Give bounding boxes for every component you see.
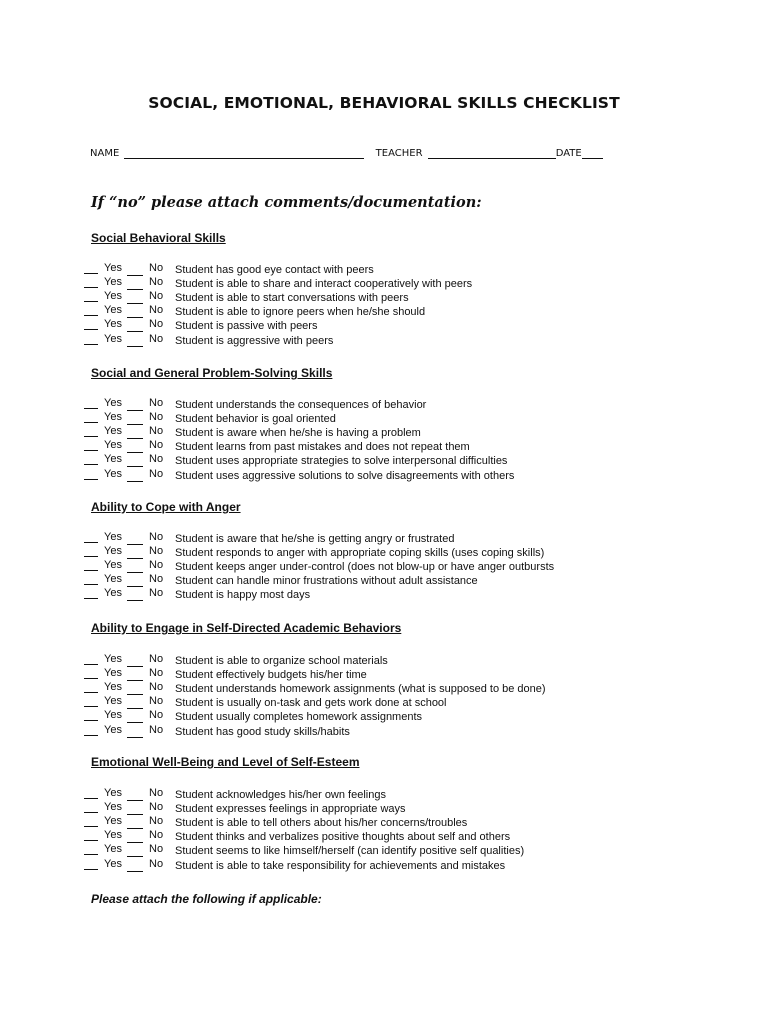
item-text: Student learns from past mistakes and does not repeat them — [175, 441, 470, 454]
no-label: No — [149, 587, 164, 600]
yes-blank[interactable] — [84, 479, 98, 480]
section-title: Ability to Cope with Anger — [91, 500, 241, 514]
yes-blank[interactable] — [84, 450, 98, 451]
checklist-item — [84, 318, 684, 332]
no-label: No — [149, 815, 164, 828]
checklist-item — [84, 573, 684, 587]
no-label: No — [149, 397, 164, 409]
name-label: NAME — [90, 148, 120, 159]
yes-label: Yes — [104, 723, 122, 736]
yes-label: Yes — [104, 276, 122, 289]
student-info-line — [90, 148, 603, 159]
no-label: No — [149, 411, 164, 424]
checklist-item — [84, 559, 684, 573]
yes-label: Yes — [104, 653, 122, 665]
yes-blank[interactable] — [84, 301, 98, 302]
yes-label: Yes — [104, 843, 122, 856]
checklist-item — [84, 829, 684, 843]
section-title: Emotional Well-Being and Level of Self-Esteem — [91, 755, 360, 769]
section-title: Ability to Engage in Self-Directed Academic Behaviors — [91, 621, 402, 635]
item-text: Student has good eye contact with peers — [175, 264, 374, 276]
checklist-item — [84, 333, 684, 347]
checklist-item — [84, 276, 684, 290]
yes-label: Yes — [104, 815, 122, 828]
item-text: Student responds to anger with appropriate coping skills (uses coping skills) — [175, 547, 545, 560]
item-text: Student understands homework assignments (what is supposed to be done) — [175, 683, 546, 696]
yes-label: Yes — [104, 681, 122, 694]
yes-blank[interactable] — [84, 464, 98, 465]
yes-label: Yes — [104, 709, 122, 722]
item-text: Student is able to tell others about his/her concerns/troubles — [175, 817, 468, 830]
item-text: Student is aggressive with peers — [175, 334, 334, 347]
checklist-item — [84, 545, 684, 559]
no-label: No — [149, 318, 164, 331]
item-text: Student is able to ignore peers when he/she should — [175, 306, 426, 319]
no-label: No — [149, 545, 164, 558]
checklist-item — [84, 653, 684, 667]
checklist-item — [84, 843, 684, 857]
checklist-item — [84, 709, 684, 723]
yes-label: Yes — [104, 439, 122, 452]
no-label: No — [149, 425, 164, 438]
checklist-item — [84, 787, 684, 801]
item-text: Student is passive with peers — [175, 320, 318, 333]
no-label: No — [149, 531, 164, 543]
name-field[interactable] — [124, 149, 364, 159]
teacher-field[interactable] — [428, 149, 556, 159]
yes-blank[interactable] — [84, 692, 98, 693]
checklist-item — [84, 262, 684, 276]
item-text: Student is able to start conversations with peers — [175, 292, 409, 305]
yes-label: Yes — [104, 587, 122, 600]
no-label: No — [149, 787, 164, 799]
item-text: Student has good study skills/habits — [175, 725, 350, 738]
yes-blank[interactable] — [84, 812, 98, 813]
yes-label: Yes — [104, 667, 122, 680]
no-label: No — [149, 304, 164, 317]
yes-label: Yes — [104, 695, 122, 708]
yes-blank[interactable] — [84, 570, 98, 571]
item-text: Student is happy most days — [175, 589, 311, 602]
no-label: No — [149, 453, 164, 466]
no-blank[interactable] — [127, 346, 143, 347]
instruction-text: If “no” please attach comments/documentation: — [91, 194, 482, 211]
checklist-item — [84, 858, 684, 872]
yes-blank[interactable] — [84, 664, 98, 665]
no-label: No — [149, 801, 164, 814]
yes-blank[interactable] — [84, 542, 98, 543]
item-text: Student uses appropriate strategies to solve interpersonal difficulties — [175, 455, 508, 468]
yes-blank[interactable] — [84, 840, 98, 841]
yes-label: Yes — [104, 318, 122, 331]
no-label: No — [149, 723, 164, 736]
checklist-item — [84, 681, 684, 695]
no-label: No — [149, 829, 164, 842]
checklist-item — [84, 304, 684, 318]
no-label: No — [149, 709, 164, 722]
no-label: No — [149, 559, 164, 572]
yes-blank[interactable] — [84, 556, 98, 557]
yes-blank[interactable] — [84, 436, 98, 437]
no-label: No — [149, 262, 164, 274]
yes-blank[interactable] — [84, 720, 98, 721]
checklist-item — [84, 453, 684, 467]
no-label: No — [149, 653, 164, 665]
yes-blank[interactable] — [84, 678, 98, 679]
item-text: Student understands the consequences of behavior — [175, 399, 427, 411]
item-text: Student keeps anger under-control (does not blow-up or have anger outbursts — [175, 561, 555, 574]
checklist-item — [84, 411, 684, 425]
checklist-item — [84, 531, 684, 545]
checklist-item — [84, 425, 684, 439]
yes-label: Yes — [104, 290, 122, 303]
yes-blank[interactable] — [84, 584, 98, 585]
item-text: Student usually completes homework assignments — [175, 711, 423, 724]
item-text: Student effectively budgets his/her time — [175, 669, 367, 682]
yes-label: Yes — [104, 411, 122, 424]
item-text: Student is usually on-task and gets work done at school — [175, 697, 447, 710]
yes-blank[interactable] — [84, 598, 98, 599]
item-text: Student uses aggressive solutions to solve disagreements with others — [175, 469, 515, 482]
yes-blank[interactable] — [84, 798, 98, 799]
item-text: Student thinks and verbalizes positive thoughts about self and others — [175, 831, 511, 844]
date-field[interactable] — [582, 149, 603, 159]
yes-label: Yes — [104, 453, 122, 466]
no-blank[interactable] — [127, 600, 143, 601]
item-text: Student is able to share and interact cooperatively with peers — [175, 278, 473, 291]
no-label: No — [149, 667, 164, 680]
yes-blank[interactable] — [84, 735, 98, 736]
yes-blank[interactable] — [84, 854, 98, 855]
yes-blank[interactable] — [84, 273, 98, 274]
no-label: No — [149, 290, 164, 303]
checklist-item — [84, 468, 684, 482]
checklist-item — [84, 290, 684, 304]
no-label: No — [149, 276, 164, 289]
no-blank[interactable] — [127, 481, 143, 482]
item-text: Student acknowledges his/her own feelings — [175, 789, 386, 801]
no-label: No — [149, 439, 164, 452]
yes-blank[interactable] — [84, 408, 98, 409]
yes-blank[interactable] — [84, 315, 98, 316]
yes-blank[interactable] — [84, 826, 98, 827]
checklist-item — [84, 695, 684, 709]
checklist-item — [84, 724, 684, 738]
yes-label: Yes — [104, 467, 122, 480]
no-label: No — [149, 467, 164, 480]
page-title: SOCIAL, EMOTIONAL, BEHAVIORAL SKILLS CHECKLIST — [148, 94, 620, 112]
no-label: No — [149, 857, 164, 870]
no-blank[interactable] — [127, 737, 143, 738]
yes-blank[interactable] — [84, 706, 98, 707]
no-label: No — [149, 573, 164, 586]
item-text: Student is able to take responsibility for achievements and mistakes — [175, 859, 506, 872]
yes-label: Yes — [104, 304, 122, 317]
checklist-item — [84, 439, 684, 453]
yes-label: Yes — [104, 559, 122, 572]
yes-label: Yes — [104, 545, 122, 558]
item-text: Student behavior is goal oriented — [175, 413, 336, 426]
yes-label: Yes — [104, 801, 122, 814]
item-text: Student seems to like himself/herself (can identify positive self qualities) — [175, 845, 525, 858]
checklist-item — [84, 667, 684, 681]
no-label: No — [149, 681, 164, 694]
yes-label: Yes — [104, 531, 122, 543]
date-label: DATE — [555, 148, 582, 159]
teacher-label: TEACHER — [375, 148, 423, 159]
attach-note: Please attach the following if applicable: — [91, 892, 322, 906]
no-label: No — [149, 695, 164, 708]
yes-blank[interactable] — [84, 329, 98, 330]
item-text: Student can handle minor frustrations without adult assistance — [175, 575, 478, 588]
checklist-item — [84, 815, 684, 829]
no-label: No — [149, 843, 164, 856]
checklist-item — [84, 587, 684, 601]
item-text: Student expresses feelings in appropriate ways — [175, 803, 406, 816]
yes-blank[interactable] — [84, 422, 98, 423]
item-text: Student is aware that he/she is getting angry or frustrated — [175, 533, 455, 545]
section-title: Social and General Problem-Solving Skills — [91, 366, 333, 380]
yes-blank[interactable] — [84, 869, 98, 870]
yes-label: Yes — [104, 397, 122, 409]
item-text: Student is aware when he/she is having a problem — [175, 427, 421, 440]
yes-blank[interactable] — [84, 344, 98, 345]
section-title: Social Behavioral Skills — [91, 231, 226, 245]
no-blank[interactable] — [127, 871, 143, 872]
yes-label: Yes — [104, 857, 122, 870]
no-label: No — [149, 332, 164, 345]
yes-label: Yes — [104, 262, 122, 274]
yes-blank[interactable] — [84, 287, 98, 288]
item-text: Student is able to organize school materials — [175, 655, 388, 667]
yes-label: Yes — [104, 425, 122, 438]
yes-label: Yes — [104, 787, 122, 799]
checklist-item — [84, 801, 684, 815]
yes-label: Yes — [104, 573, 122, 586]
checklist-item — [84, 397, 684, 411]
yes-label: Yes — [104, 332, 122, 345]
yes-label: Yes — [104, 829, 122, 842]
